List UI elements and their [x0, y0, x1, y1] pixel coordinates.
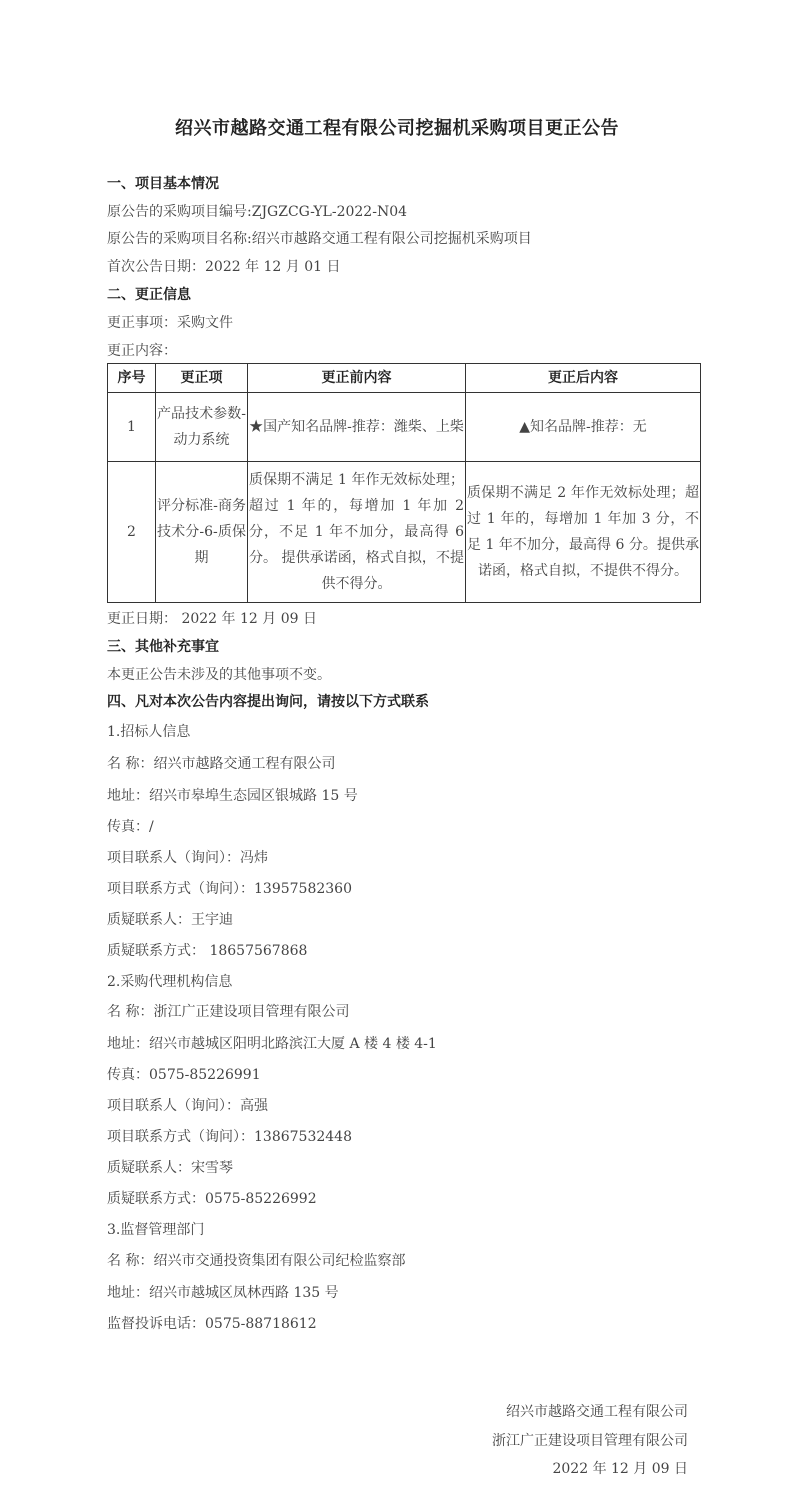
correction-table [107, 363, 701, 603]
agency-query-phone: 质疑联系方式：0575-85226992 [107, 1191, 317, 1207]
supervisor-name: 名 称：绍兴市交通投资集团有限公司纪检监察部 [107, 1253, 406, 1269]
first-announcement-date: 首次公告日期：2022 年 12 月 01 日 [107, 259, 341, 275]
supervisor-address: 地址：绍兴市越城区凤林西路 135 号 [107, 1285, 339, 1301]
header-before: 更正前内容 [248, 364, 466, 393]
header-after: 更正后内容 [466, 364, 701, 393]
row-after: ▲知名品牌-推荐：无 [466, 393, 701, 462]
row-item: 评分标准-商务技术分-6-质保期 [156, 462, 248, 603]
buyer-info-title: 1.招标人信息 [107, 724, 191, 740]
agency-query-contact: 质疑联系人：宋雪琴 [107, 1160, 233, 1176]
section-heading-contact: 四、凡对本次公告内容提出询问，请按以下方式联系 [107, 694, 429, 710]
correction-date: 更正日期： 2022 年 12 月 09 日 [107, 611, 317, 627]
original-project-number: 原公告的采购项目编号:ZJGZCG-YL-2022-N04 [107, 204, 408, 220]
original-project-name: 原公告的采购项目名称:绍兴市越路交通工程有限公司挖掘机采购项目 [107, 231, 532, 247]
supervisor-phone: 监督投诉电话：0575-88718612 [107, 1316, 317, 1332]
buyer-address: 地址：绍兴市皋埠生态园区银城路 15 号 [107, 788, 358, 804]
agency-fax: 传真：0575-85226991 [107, 1067, 261, 1083]
row-index: 2 [108, 462, 156, 603]
agency-info-title: 2.采购代理机构信息 [107, 974, 233, 990]
row-before: 质保期不满足 1 年作无效标处理；超过 1 年的，每增加 1 年加 2 分，不足 1 年不加分，最高得 6 分。 提供承诺函，格式自拟，不提供不得分。 [248, 462, 466, 603]
signature-org-2: 浙江广正建设项目管理有限公司 [492, 1433, 688, 1449]
other-matters-text: 本更正公告未涉及的其他事项不变。 [107, 667, 331, 683]
agency-address: 地址：绍兴市越城区阳明北路滨江大厦 A 楼 4 楼 4-1 [107, 1036, 437, 1052]
agency-name: 名 称：浙江广正建设项目管理有限公司 [107, 1004, 350, 1020]
buyer-phone: 项目联系方式（询问）：13957582360 [107, 881, 352, 897]
section-heading-correction-info: 二、更正信息 [107, 287, 191, 303]
buyer-query-contact: 质疑联系人：王宇迪 [107, 912, 233, 928]
table-row [108, 393, 701, 462]
buyer-contact: 项目联系人（询问）：冯炜 [107, 850, 268, 866]
agency-phone: 项目联系方式（询问）：13867532448 [107, 1129, 352, 1145]
supervisor-info-title: 3.监督管理部门 [107, 1222, 205, 1238]
buyer-fax: 传真：/ [107, 819, 154, 835]
row-before: ★国产知名品牌-推荐：潍柴、上柴 [248, 393, 466, 462]
header-item: 更正项 [156, 364, 248, 393]
correction-content-label: 更正内容： [107, 343, 177, 359]
signature-date: 2022 年 12 月 09 日 [552, 1461, 688, 1477]
row-index: 1 [108, 393, 156, 462]
header-index: 序号 [108, 364, 156, 393]
agency-contact: 项目联系人（询问）：高强 [107, 1098, 268, 1114]
buyer-name: 名 称：绍兴市越路交通工程有限公司 [107, 756, 336, 772]
table-header-row [108, 364, 701, 393]
page-title: 绍兴市越路交通工程有限公司挖掘机采购项目更正公告 [175, 118, 619, 139]
buyer-query-phone: 质疑联系方式： 18657567868 [107, 943, 308, 959]
signature-org-1: 绍兴市越路交通工程有限公司 [506, 1404, 688, 1420]
table-row [108, 462, 701, 603]
section-heading-basic-info: 一、项目基本情况 [107, 176, 219, 192]
row-item: 产品技术参数-动力系统 [156, 393, 248, 462]
section-heading-other-matters: 三、其他补充事宜 [107, 639, 219, 655]
row-after: 质保期不满足 2 年作无效标处理；超过 1 年的，每增加 1 年加 3 分，不足 1 年不加分，最高得 6 分。提供承诺函，格式自拟，不提供不得分。 [466, 462, 701, 603]
correction-item: 更正事项：采购文件 [107, 315, 233, 331]
